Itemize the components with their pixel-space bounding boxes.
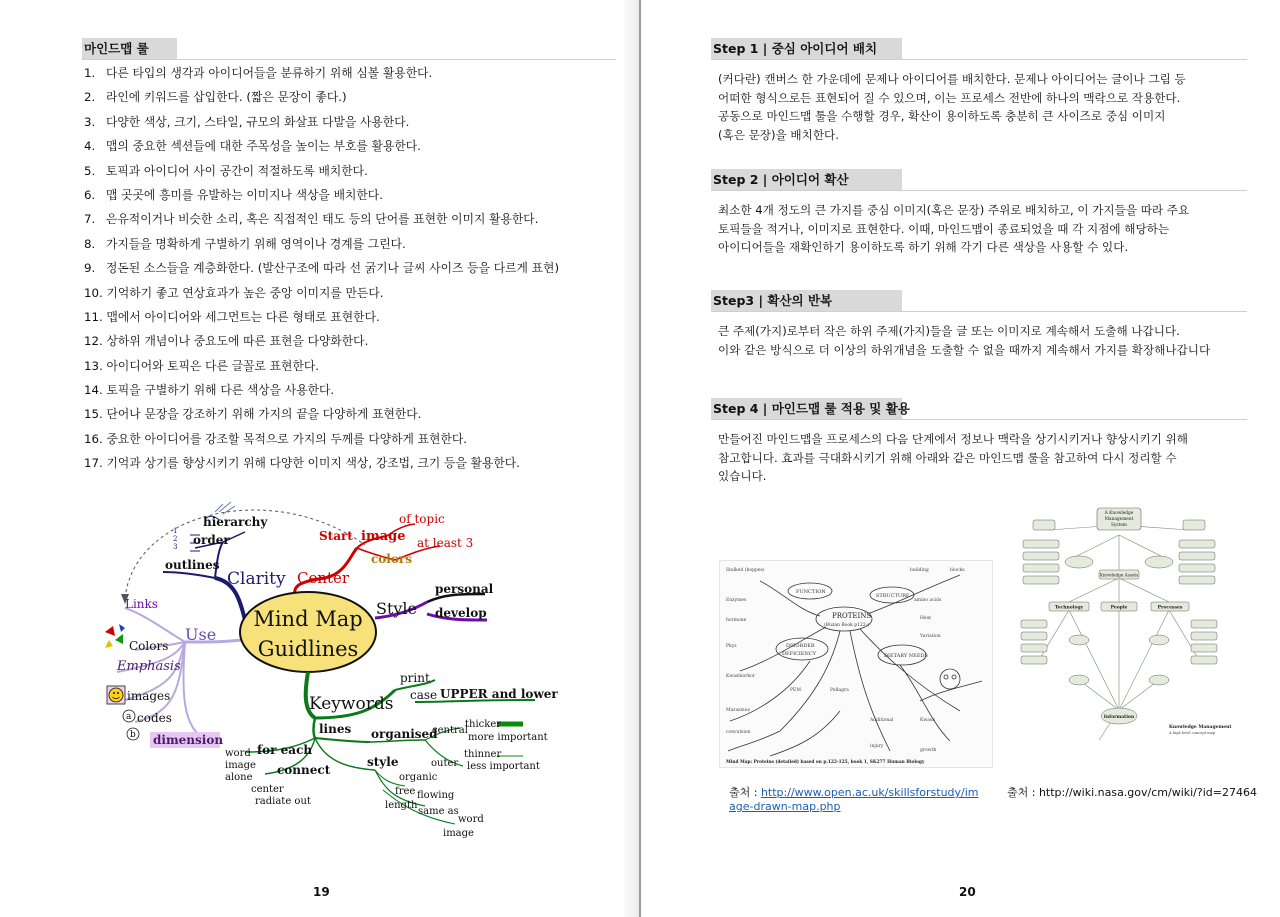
map-word2: word: [458, 814, 484, 825]
map-center: Center: [297, 569, 350, 587]
map-clarity: Clarity: [227, 569, 286, 589]
map-radiate-out: radiate out: [255, 796, 311, 807]
rule-item: 14. 토픽을 구별하기 위해 다른 색상을 사용한다.: [84, 383, 335, 398]
nasa-knowledge-assets: Knowledge Assets: [1099, 572, 1139, 578]
step4-heading: Step 4 | 마인드맵 룰 적용 및 활용: [711, 398, 902, 419]
svg-text:blocks: blocks: [950, 568, 965, 573]
nasa-km: Knowledge Management: [1169, 725, 1232, 730]
map-order: order: [193, 533, 230, 547]
rule-item: 15. 단어나 문장을 강조하기 위해 가지의 끝을 다양하게 표현한다.: [84, 407, 422, 422]
rule-item: 12. 상하위 개념이나 중요도에 따른 표현을 다양화한다.: [84, 334, 369, 349]
map-free: free: [395, 786, 416, 797]
rule-item: 6. 맵 곳곳에 흥미를 유발하는 이미지나 색상을 배치한다.: [84, 187, 383, 202]
svg-text:building: building: [910, 568, 929, 573]
map-less-important: less important: [467, 761, 540, 772]
nasa-title3: System: [1111, 523, 1127, 528]
sketch-function: FUNCTION: [796, 589, 826, 595]
map-case: case: [410, 688, 438, 702]
rule-item: 1. 다른 타입의 생각과 아이디어들을 분류하기 위해 심볼 활용한다.: [84, 66, 433, 80]
step4-text: 만들어진 마인드맵을 프로세스의 다음 단계에서 정보나 맥락을 상기시키거나 향상시키기 위해 참고합니다. 효과를 극대화시키기 위해 아래와 같은 마인드맵 룰을 참고하여 다시 정리할 수 있습니다.: [718, 432, 1188, 483]
map-develop: develop: [435, 606, 487, 620]
map-n1: 1: [173, 527, 178, 535]
map-thinner: thinner: [464, 749, 502, 760]
sketch-structure: STRUCTURE: [876, 593, 910, 599]
step3-text: 큰 주제(가지)로부터 작은 하위 주제(가지)들을 글 또는 이미지로 계속해서 도출해 나갑니다. 이와 같은 방식으로 더 이상의 하위개념을 도출할 수 없을 때까지 계속해서 가지를 확장해나갑니다: [718, 324, 1211, 357]
source-1-link-cont[interactable]: age-drawn-map.php: [729, 800, 841, 813]
sketch-proteins-sub: (Buzan Book p122-): [824, 623, 869, 628]
rule-item: 17. 기억과 상기를 향상시키기 위해 다양한 이미지 색상, 강조법, 크기 등을 활용한다.: [84, 456, 520, 471]
map-start: Start: [319, 529, 353, 543]
rule-item: 11. 맵에서 아이디어와 세그먼트는 다른 형태로 표현한다.: [84, 309, 380, 324]
nasa-km-sub: A high level concept map: [1169, 731, 1216, 735]
nasa-information: Information: [1103, 715, 1135, 720]
colors-icon: [105, 624, 125, 648]
source-1: 출처 : http://www.open.ac.uk/skillsforstudy/im age-drawn-map.php: [729, 786, 979, 813]
protein-mindmap-image: [719, 560, 993, 768]
step3-rule: [711, 311, 1247, 312]
nasa-title2: Management: [1104, 517, 1134, 522]
svg-text:injury: injury: [870, 744, 884, 749]
map-for-each: for each: [257, 743, 313, 757]
map-organised: organised: [371, 727, 438, 741]
source-1-link[interactable]: http://www.open.ac.uk/skillsforstudy/im: [760, 786, 979, 799]
svg-text:growth: growth: [920, 748, 937, 753]
map-dimension: dimension: [153, 733, 224, 747]
rule-item: 16. 중요한 아이디어를 강조할 목적으로 가지의 두께를 다양하게 표현한다.: [84, 431, 467, 446]
svg-text:amino acids: amino acids: [914, 598, 942, 603]
nasa-title1: A Knowledge: [1104, 511, 1134, 516]
map-colors: Colors: [129, 639, 169, 653]
sketch-disorder: DISORDER: [786, 643, 815, 649]
map-style-small: style: [367, 755, 399, 769]
step1-heading: Step 1 | 중심 아이디어 배치: [711, 38, 902, 59]
svg-text:Additional: Additional: [870, 718, 894, 723]
map-organic: organic: [399, 772, 438, 783]
map-central: central: [432, 725, 468, 736]
rule-item: 10. 기억하기 좋고 연상효과가 높은 중앙 이미지를 만든다.: [84, 285, 384, 300]
map-emphasis: Emphasis: [117, 659, 181, 674]
rule-item: 7. 은유적이거나 비슷한 소리, 혹은 직접적인 태도 등의 단어를 표현한 이미지 활용한다.: [84, 212, 539, 227]
nasa-technology: Technology: [1054, 605, 1084, 611]
rule-item: 5. 토픽과 아이디어 사이 공간이 적절하도록 배치한다.: [84, 163, 368, 178]
rule-item: 13. 아이디어와 토픽은 다른 글꼴로 표현한다.: [84, 358, 319, 373]
map-outlines: outlines: [165, 558, 220, 572]
map-at-least-3: at least 3: [417, 536, 474, 550]
sketch-proteins: PROTEINS: [832, 612, 872, 620]
page-number-19: 19: [313, 885, 330, 899]
svg-text:Marasmus: Marasmus: [726, 708, 750, 713]
map-length: length: [385, 800, 418, 811]
rules-heading: 마인드맵 룰: [82, 38, 177, 59]
knowledge-management-image: [1019, 500, 1232, 758]
svg-text:Enzymes: Enzymes: [726, 598, 747, 603]
gutter-shadow-left: [621, 0, 639, 917]
map-use: Use: [185, 625, 217, 644]
step2-rule: [711, 190, 1247, 191]
map-keywords: Keywords: [309, 694, 394, 714]
map-center-line1: Mind Map: [253, 607, 363, 631]
map-alone: alone: [225, 772, 253, 783]
map-style: Style: [376, 599, 418, 618]
svg-text:Kwashiorkor: Kwashiorkor: [726, 674, 755, 679]
sketch-caption: Mind Map: Proteins (detailed) based on p.122-125, book 1, SK277 Human Biology: [726, 760, 925, 765]
map-colors-word: colors: [371, 552, 412, 566]
map-hierarchy: hierarchy: [203, 515, 268, 529]
sketch-deficiency: DEFICIENCY: [782, 651, 817, 657]
step2-text: 최소한 4개 정도의 큰 가지를 중심 이미지(혹은 문장) 주위로 배치하고, 이 가지들을 따라 주요 토픽들을 적거나, 이미지로 표현한다. 이때, 마인드맵이 종료되었을 때 각 지점에 해당하는 아이디어들을 재확인하기 용이하도록 하기 위해 각기 다른 색상을 사용할 수 있다.: [718, 203, 1190, 254]
map-print: print: [400, 671, 430, 685]
rule-item: 9. 정돈된 소스들을 계층화한다. (발산구조에 따라 선 굵기나 글씨 사이즈 등을 다르게 표현): [84, 261, 560, 276]
svg-text:hormone: hormone: [726, 618, 747, 623]
svg-text:Kwash: Kwash: [920, 718, 936, 723]
map-image3: image: [443, 828, 474, 839]
svg-text:Variation: Variation: [920, 634, 941, 639]
map-codes: codes: [137, 711, 172, 725]
nasa-processes: Processes: [1157, 605, 1183, 611]
map-upper-lower: UPPER and lower: [440, 687, 558, 701]
step1-text: (커다란) 캔버스 한 가운데에 문제나 아이디어를 배치한다. 문제나 아이디어는 글이나 그림 등 어떠한 형식으로든 표현되어 질 수 있으며, 이는 프로세스 전반에 하나의 맥락으로 작용한다. 공동으로 마인드맵 툴을 수행할 경우, 확산이 용이하도록 충분히 큰 사이즈로 중심 이미지 (혹은 문장)을 배치한다.: [718, 72, 1186, 142]
svg-text:Pellagra: Pellagra: [830, 688, 849, 693]
rule-item: 2. 라인에 키워드를 삽입한다. (짧은 문장이 좋다.): [84, 90, 347, 105]
map-links: Links: [125, 597, 158, 611]
svg-text:convulsion: convulsion: [726, 730, 751, 735]
page-19: [0, 0, 639, 917]
map-center-small: center: [251, 784, 284, 795]
map-image: image: [361, 529, 406, 544]
sketch-dietary: DIETARY NEEDS: [884, 653, 928, 659]
rule-item: 4. 맵의 중요한 섹션들에 대한 주목성을 높이는 부호를 활용한다.: [84, 139, 421, 154]
step3-heading: Step3 | 확산의 반복: [711, 290, 902, 311]
page-number-20: 20: [959, 885, 976, 899]
map-n2: 2: [173, 535, 178, 543]
map-more-important: more important: [468, 732, 548, 743]
svg-text:Pkys: Pkys: [726, 644, 737, 649]
map-n3: 3: [173, 543, 178, 551]
step2-heading: Step 2 | 아이디어 확산: [711, 169, 902, 190]
map-same-as: same as: [418, 806, 459, 817]
map-outer: outer: [431, 758, 459, 769]
rules-list: [84, 64, 614, 479]
step4-rule: [711, 419, 1247, 420]
step1-rule: [711, 59, 1247, 60]
map-lines: lines: [319, 722, 352, 736]
map-image2: image: [225, 760, 256, 771]
rule-item: 8. 가지들을 명확하게 구별하기 위해 영역이나 경계를 그린다.: [84, 236, 406, 251]
map-connect: connect: [277, 763, 331, 777]
map-code-b: b: [130, 730, 136, 740]
map-center-line2: Guidlines: [257, 637, 359, 661]
svg-text:PEM: PEM: [790, 688, 801, 693]
svg-text:Heat: Heat: [920, 616, 932, 621]
map-of-topic: of topic: [399, 512, 445, 526]
svg-text:Stalked (hoppes): Stalked (hoppes): [726, 568, 765, 573]
page-20: [641, 0, 1280, 917]
map-flowing: flowing: [417, 790, 455, 801]
nasa-people: People: [1110, 605, 1128, 611]
mind-map-figure: [95, 490, 558, 860]
map-thicker: thicker: [465, 719, 502, 730]
map-personal: personal: [435, 582, 494, 596]
rule-item: 3. 다양한 색상, 크기, 스타일, 규모의 화살표 다발을 사용한다.: [84, 114, 410, 129]
map-images: images: [127, 689, 171, 703]
source-2: 출처 : http://wiki.nasa.gov/cm/wiki/?id=27464: [1007, 786, 1257, 799]
map-word: word: [225, 748, 251, 759]
heading-rule: [82, 59, 616, 60]
map-code-a: a: [126, 712, 132, 722]
